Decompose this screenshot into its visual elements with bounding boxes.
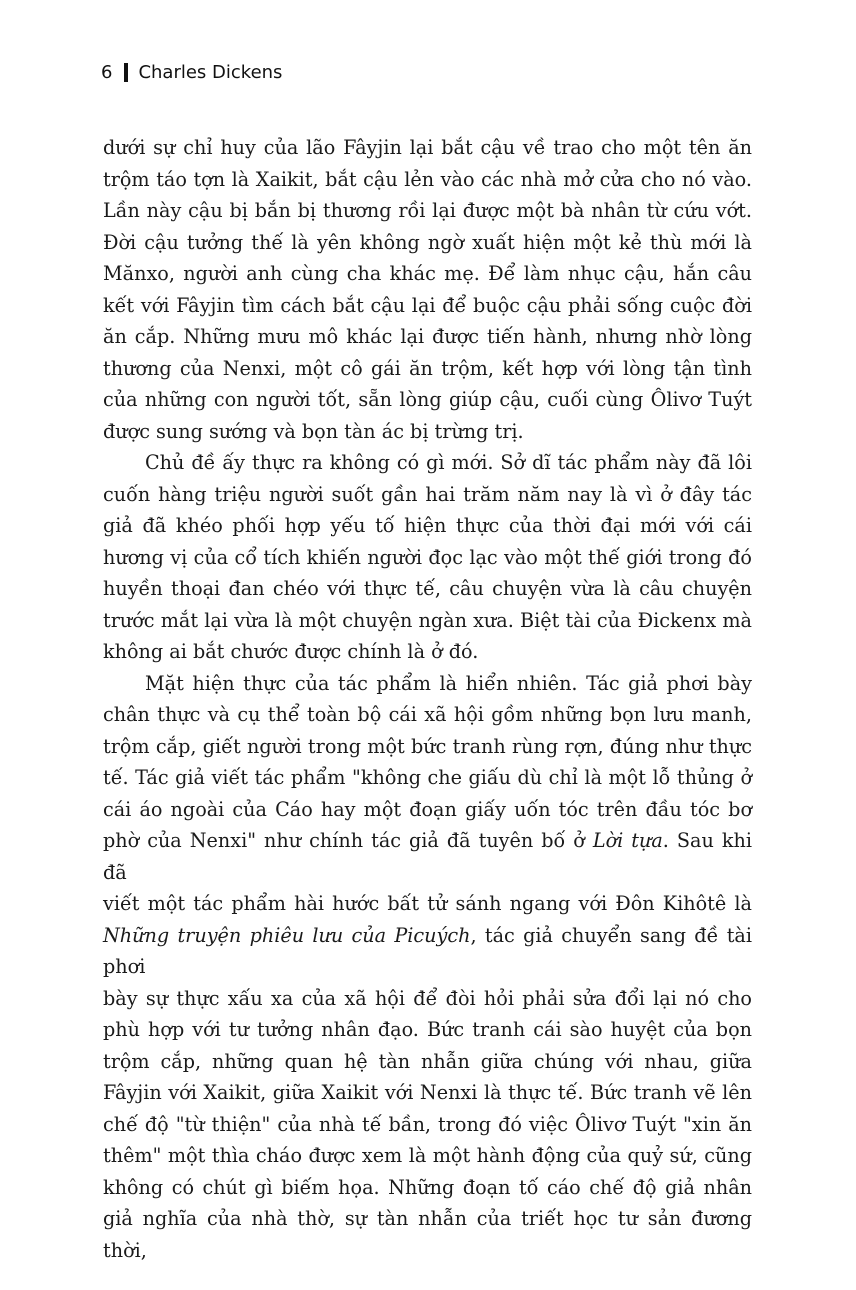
text-line: huyền thoại đan chéo với thực tế, câu chuyện vừa là câu chuyện [103, 577, 752, 600]
running-header [101, 62, 282, 83]
text-line: Mặt hiện thực của tác phẩm là hiển nhiên. Tác giả phơi bày [145, 671, 752, 695]
page-number: 6 [101, 62, 113, 83]
text-segment: . Sau khi đã [103, 829, 752, 884]
text-line: giả đã khéo phối hợp yếu tố hiện thực của thời đại mới với cái [103, 514, 752, 537]
text-line: không ai bắt chước được chính là ở đó. [103, 640, 479, 663]
text-line: dưới sự chỉ huy của lão Fâyjin lại bắt cậu về trao cho một tên ăn [103, 136, 752, 159]
text-line: không có chút gì biếm họa. Những đoạn tố cáo chế độ giả nhân [103, 1175, 752, 1199]
text-line: của những con người tốt, sẵn lòng giúp cậu, cuối cùng Ôlivơ Tuýt [103, 388, 752, 411]
text-line: Đời cậu tưởng thế là yên không ngờ xuất hiện một kẻ thù mới là [103, 230, 752, 254]
text-line: tế. Tác giả viết tác phẩm "không che giấu dù chỉ là một lỗ thủng ở [103, 766, 752, 789]
text-line: hương vị của cổ tích khiến người đọc lạc vào một thế giới trong đó [103, 545, 752, 569]
text-line: Lần này cậu bị bắn bị thương rồi lại được một bà nhân từ cứu vớt. [103, 199, 752, 222]
text-line: Chủ đề ấy thực ra không có gì mới. Sở dĩ tác phẩm này đã lôi [145, 451, 752, 474]
text-line: chân thực và cụ thể toàn bộ cái xã hội gồm những bọn lưu manh, [103, 703, 752, 726]
text-line: giả nghĩa của nhà thờ, sự tàn nhẫn của triết học tư sản đương thời, [103, 1207, 752, 1262]
header-divider-bar [124, 63, 128, 82]
text-line: phù hợp với tư tưởng nhân đạo. Bức tranh cái sào huyệt của bọn [103, 1018, 752, 1041]
author-name: Charles Dickens [138, 62, 283, 83]
text-line: cuốn hàng triệu người suốt gần hai trăm năm nay là vì ở đây tác [103, 482, 752, 506]
italic-title-preface: Lời tựa [592, 829, 663, 852]
text-line: ăn cắp. Những mưu mô khác lại được tiến hành, nhưng nhờ lòng [103, 325, 752, 348]
text-line: trộm cắp, giết người trong một bức tranh rùng rợn, đúng như thực [103, 734, 752, 758]
paragraph-1 [103, 132, 752, 447]
text-line: Fâyjin với Xaikit, giữa Xaikit với Nenxi là thực tế. Bức tranh vẽ lên [103, 1081, 752, 1104]
text-segment: phờ của Nenxi" như chính tác giả đã tuyên bố ở [103, 829, 593, 852]
text-line: chế độ "từ thiện" của nhà tế bần, trong đó việc Ôlivơ Tuýt "xin ăn [103, 1112, 752, 1136]
paragraph-2 [103, 447, 752, 668]
text-line [103, 920, 752, 983]
text-line: trộm cắp, những quan hệ tàn nhẫn giữa chúng với nhau, giữa [103, 1049, 752, 1073]
text-line: Mănxo, người anh cùng cha khác mẹ. Để làm nhục cậu, hắn câu [103, 262, 752, 285]
text-line: trước mắt lại vừa là một chuyện ngàn xưa. Biệt tài của Đickenx mà [103, 608, 752, 632]
text-segment: , tác giả chuyển sang đề tài phơi [103, 923, 752, 978]
page-body [103, 132, 752, 1266]
text-line: được sung sướng và bọn tàn ác bị trừng trị. [103, 419, 524, 443]
text-line: thương của Nenxi, một cô gái ăn trộm, kết hợp với lòng tận tình [103, 356, 752, 380]
text-line: thêm" một thìa cháo được xem là một hành động của quỷ sứ, cũng [103, 1144, 752, 1167]
paragraph-3 [103, 668, 752, 1267]
text-line: cái áo ngoài của Cáo hay một đoạn giấy uốn tóc trên đầu tóc bơ [103, 797, 752, 821]
text-line: viết một tác phẩm hài hước bất tử sánh ngang với Đôn Kihôtê là [103, 892, 752, 915]
italic-title-pickwick: Những truyện phiêu lưu của Picuých [103, 923, 471, 947]
text-line: bày sự thực xấu xa của xã hội để đòi hỏi phải sửa đổi lại nó cho [103, 986, 752, 1010]
text-line: kết với Fâyjin tìm cách bắt cậu lại để buộc cậu phải sống cuộc đời [103, 293, 752, 317]
text-line: trộm táo tợn là Xaikit, bắt cậu lẻn vào các nhà mở cửa cho nó vào. [103, 167, 752, 191]
text-line [103, 825, 752, 888]
